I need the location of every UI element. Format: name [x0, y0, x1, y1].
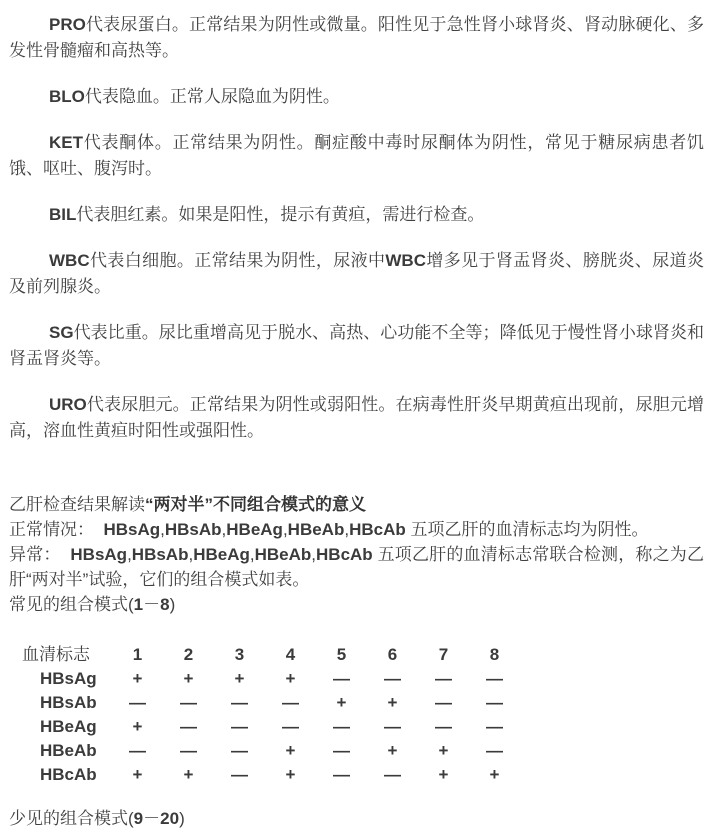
table-cell: — — [231, 765, 248, 784]
row-label: HBeAg — [40, 717, 97, 736]
table-cell: + — [438, 765, 449, 784]
table-cell: — — [435, 669, 452, 688]
table-row-hbsag — [9, 667, 704, 691]
table-cell: — — [486, 741, 503, 760]
table-cell: — — [129, 741, 146, 760]
line-normal-case: 正常情况： HBsAg,HBsAb,HBeAg,HBeAb,HBcAb 五项乙肝的血清标志均为阴性。 — [9, 520, 649, 539]
column-header: 4 — [285, 645, 296, 664]
table-header-row — [9, 643, 704, 667]
column-header: 6 — [387, 645, 398, 664]
table-cell: — — [333, 717, 350, 736]
table-cell: — — [384, 765, 401, 784]
table-cell: — — [180, 693, 197, 712]
label-rare-modes: 少见的组合模式(9－20) — [9, 809, 185, 828]
label-common-modes: 常见的组合模式(1－8) — [9, 595, 176, 614]
paragraph-pro: PRO代表尿蛋白。正常结果为阴性或微量。阳性见于急性肾小球肾炎、肾动脉硬化、多发性骨髓瘤和高热等。 — [9, 15, 704, 60]
row-label: HBcAb — [40, 765, 97, 784]
serum-marker-table — [9, 643, 704, 787]
paragraph-blo: BLO代表隐血。正常人尿隐血为阴性。 — [49, 87, 340, 106]
column-header: 7 — [438, 645, 449, 664]
section-heading-prefix: 乙肝检查结果解读 — [9, 495, 145, 514]
table-cell: — — [180, 741, 197, 760]
table-cell: + — [132, 717, 143, 736]
line-abnormal-case: 异常： HBsAg,HBsAb,HBeAg,HBeAb,HBcAb 五项乙肝的血清标志常联合检测，称之为乙肝“两对半”试验，它们的组合模式如表。 — [9, 545, 704, 589]
table-cell: — — [435, 693, 452, 712]
table-cell: — — [435, 717, 452, 736]
table-cell: — — [180, 717, 197, 736]
table-cell: — — [486, 693, 503, 712]
column-header: 3 — [234, 645, 245, 664]
table-cell: — — [333, 765, 350, 784]
table-row-hbcab — [9, 763, 704, 787]
section-heading-emphasis: “两对半”不同组合模式的意义 — [145, 495, 366, 514]
table-cell: — — [486, 669, 503, 688]
paragraph-wbc: WBC代表白细胞。正常结果为阴性，尿液中WBC增多见于肾盂肾炎、膀胱炎、尿道炎及前列腺炎。 — [9, 251, 705, 296]
paragraph-ket: KET代表酮体。正常结果为阴性。酮症酸中毒时尿酮体为阴性，常见于糖尿病患者饥饿、呕吐、腹泻时。 — [9, 133, 704, 178]
column-header: 2 — [183, 645, 194, 664]
table-cell: — — [333, 669, 350, 688]
table-cell: + — [183, 669, 194, 688]
table-cell: — — [231, 741, 248, 760]
table-row-hbsab — [9, 691, 704, 715]
table-header-label: 血清标志 — [22, 645, 90, 664]
table-cell: — — [129, 693, 146, 712]
table-cell: + — [438, 741, 449, 760]
table-cell: — — [384, 717, 401, 736]
table-cell: + — [336, 693, 347, 712]
table-cell: + — [387, 693, 398, 712]
table-cell: + — [132, 765, 143, 784]
table-cell: — — [486, 717, 503, 736]
column-header: 1 — [132, 645, 143, 664]
paragraph-uro: URO代表尿胆元。正常结果为阴性或弱阳性。在病毒性肝炎早期黄疸出现前，尿胆元增高，溶血性黄疸时阳性或强阳性。 — [9, 395, 704, 440]
column-header: 5 — [336, 645, 347, 664]
paragraph-bil: BIL代表胆红素。如果是阳性，提示有黄疸，需进行检查。 — [49, 205, 485, 224]
paragraph-sg: SG代表比重。尿比重增高见于脱水、高热、心功能不全等；降低见于慢性肾小球肾炎和肾盂肾炎等。 — [9, 323, 704, 368]
table-cell: + — [285, 669, 296, 688]
table-cell: + — [387, 741, 398, 760]
row-label: HBsAg — [40, 669, 97, 688]
column-header: 8 — [489, 645, 500, 664]
table-cell: — — [333, 741, 350, 760]
table-cell: + — [132, 669, 143, 688]
table-row-hbeag — [9, 715, 704, 739]
table-cell: + — [285, 765, 296, 784]
section-heading — [9, 492, 704, 517]
table-cell: — — [384, 669, 401, 688]
table-cell: + — [234, 669, 245, 688]
table-cell: — — [231, 693, 248, 712]
row-label: HBeAb — [40, 741, 97, 760]
table-cell: + — [183, 765, 194, 784]
hbv-section — [9, 492, 704, 838]
table-cell: — — [282, 717, 299, 736]
table-cell: + — [285, 741, 296, 760]
table-row-hbeab — [9, 739, 704, 763]
table-cell: — — [282, 693, 299, 712]
table-cell: — — [231, 717, 248, 736]
row-label: HBsAb — [40, 693, 97, 712]
table-cell: + — [489, 765, 500, 784]
